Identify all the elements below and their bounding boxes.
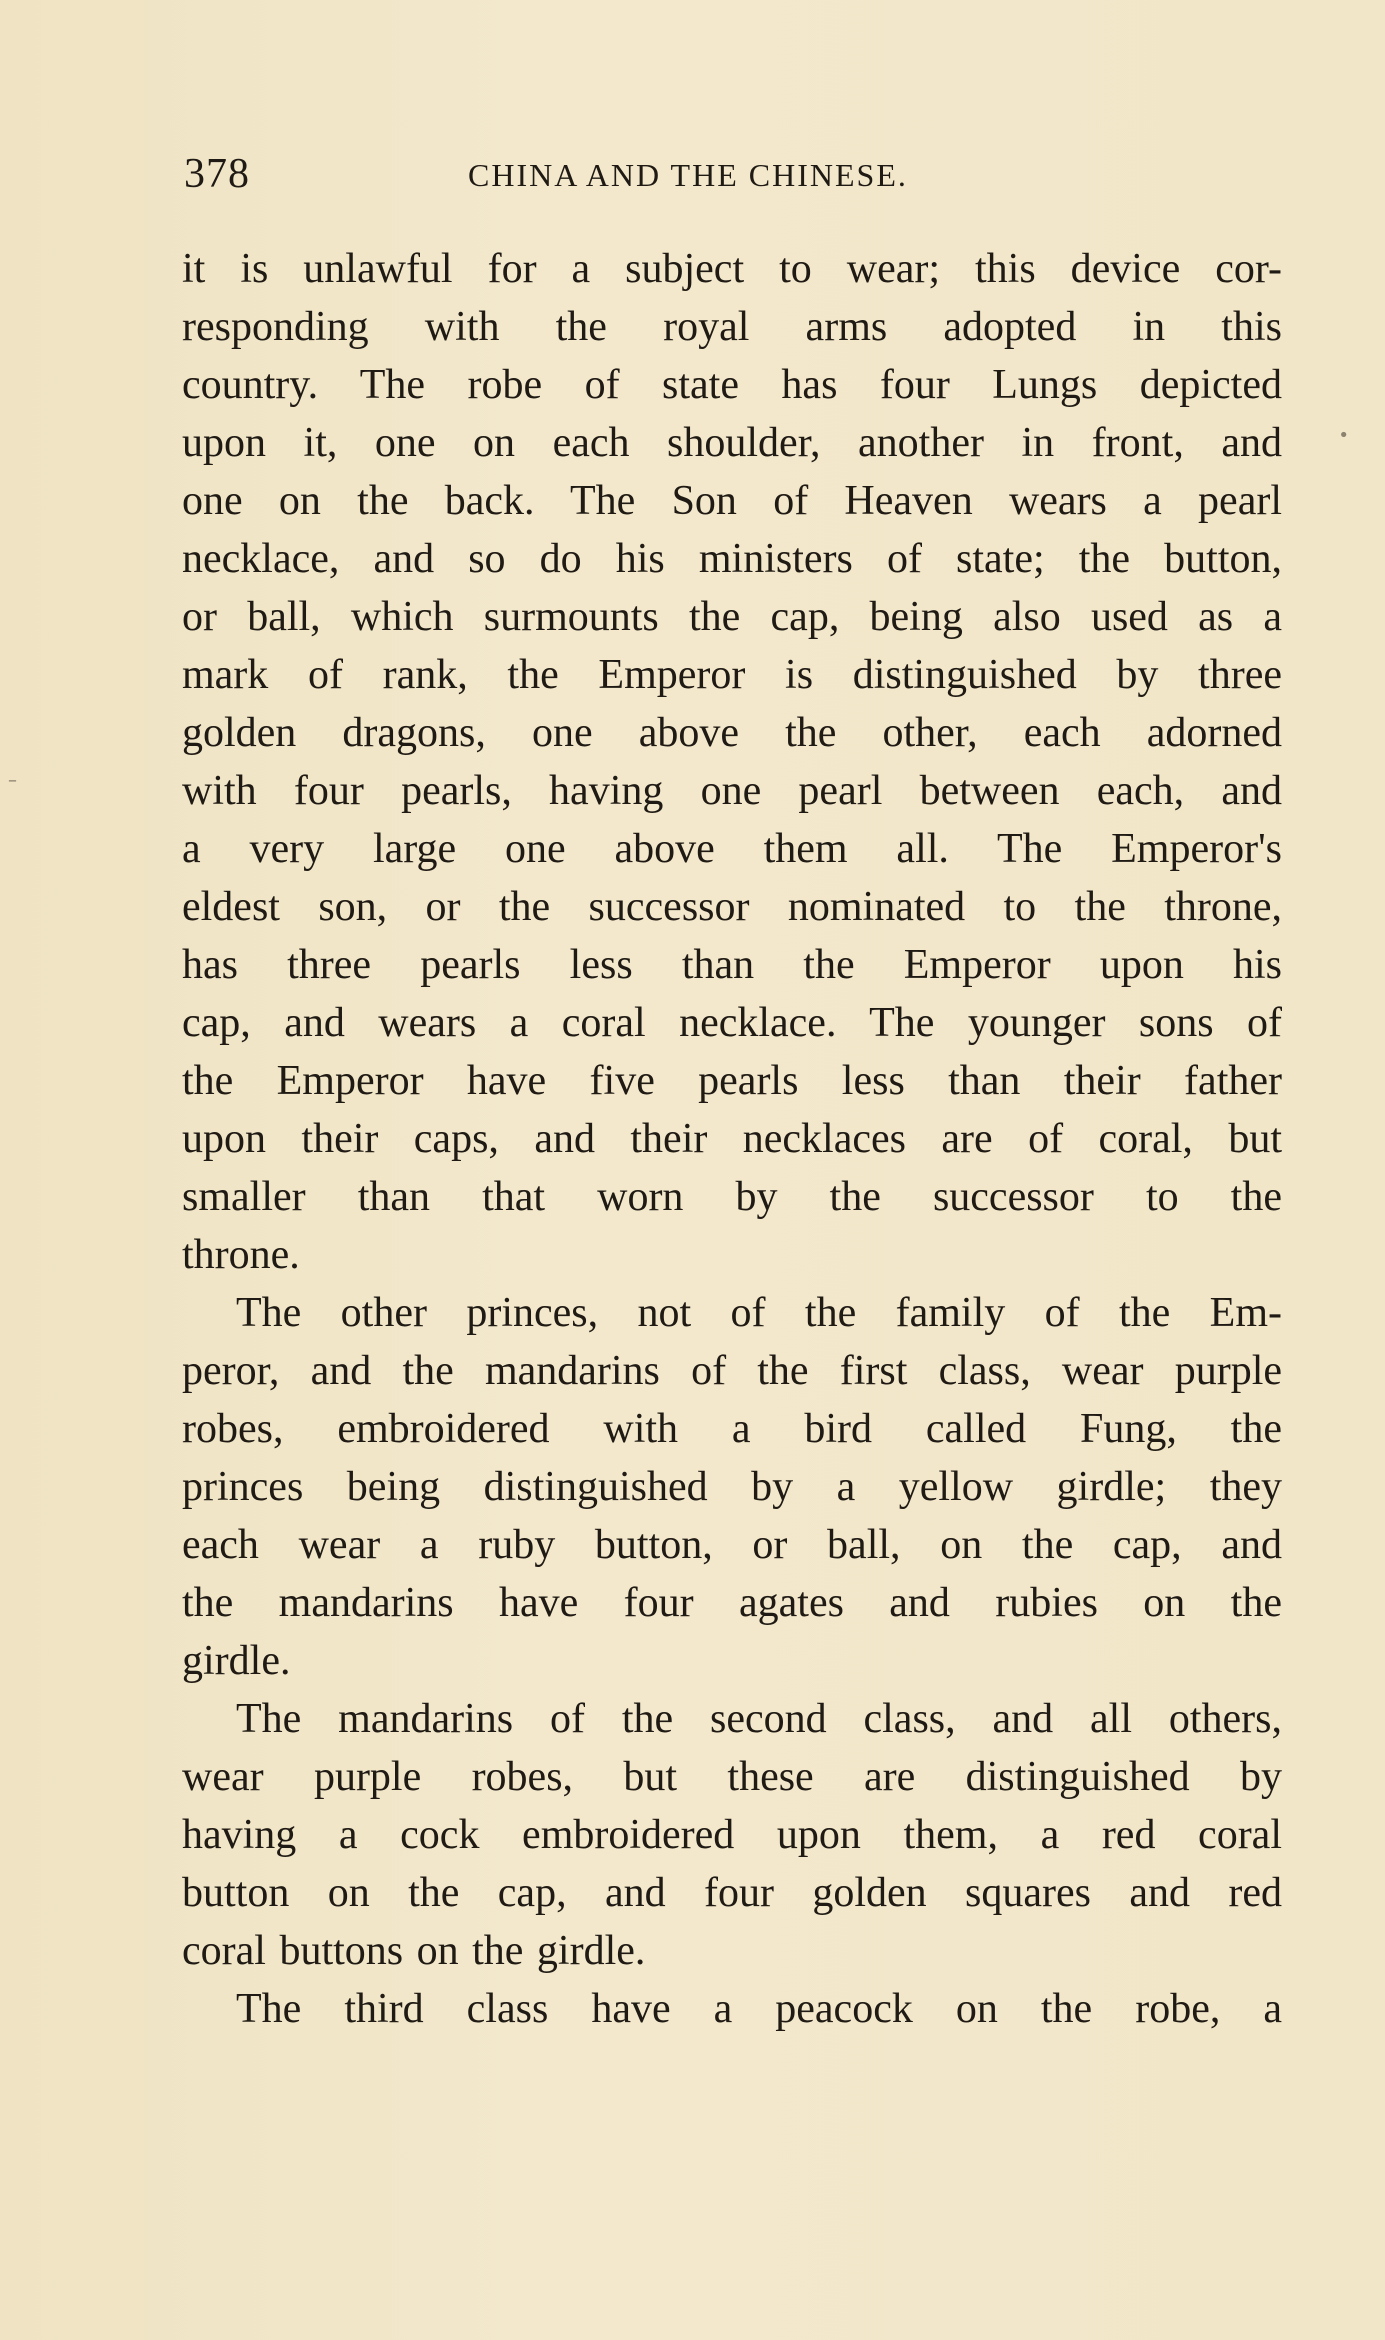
text-line: The other princes, not of the family of the Em- (236, 1290, 1282, 1336)
text-line: peror, and the mandarins of the first class, wear purple (182, 1348, 1282, 1394)
text-line: each wear a ruby button, or ball, on the cap, and (182, 1522, 1282, 1568)
text-line: mark of rank, the Emperor is distinguished by three (182, 652, 1282, 698)
page-number: 378 (184, 151, 250, 197)
margin-mark-right: • (1338, 425, 1349, 446)
text-line: princes being distinguished by a yellow girdle; they (182, 1464, 1282, 1510)
text-line: has three pearls less than the Emperor upon his (182, 942, 1282, 988)
text-line: it is unlawful for a subject to wear; this device cor- (182, 246, 1282, 292)
text-line: the Emperor have five pearls less than their father (182, 1058, 1282, 1104)
running-head: CHINA AND THE CHINESE. (468, 157, 908, 193)
text-line: eldest son, or the successor nominated to the throne, (182, 884, 1282, 930)
text-line: upon their caps, and their necklaces are of coral, but (182, 1116, 1282, 1162)
text-line: throne. (182, 1232, 300, 1278)
text-line: upon it, one on each shoulder, another in front, and (182, 420, 1282, 466)
text-line: necklace, and so do his ministers of state; the button, (182, 536, 1282, 582)
text-line: button on the cap, and four golden squares and red (182, 1870, 1282, 1916)
text-line: smaller than that worn by the successor to the (182, 1174, 1282, 1220)
text-line: or ball, which surmounts the cap, being also used as a (182, 594, 1282, 640)
body-text (182, 240, 1282, 2038)
text-line: golden dragons, one above the other, each adorned (182, 710, 1282, 756)
text-line: The third class have a peacock on the robe, a (236, 1986, 1282, 2032)
text-line: robes, embroidered with a bird called Fung, the (182, 1406, 1282, 1452)
text-line: one on the back. The Son of Heaven wears a pearl (182, 478, 1282, 524)
text-line: the mandarins have four agates and rubies on the (182, 1580, 1282, 1626)
text-line: having a cock embroidered upon them, a red coral (182, 1812, 1282, 1858)
page-header (184, 150, 1284, 210)
text-line: The mandarins of the second class, and all others, (236, 1696, 1282, 1742)
text-line: coral buttons on the girdle. (182, 1928, 646, 1974)
text-line: cap, and wears a coral necklace. The younger sons of (182, 1000, 1282, 1046)
margin-mark-left: – (8, 770, 17, 791)
text-line: girdle. (182, 1638, 291, 1684)
text-line: a very large one above them all. The Emperor's (182, 826, 1282, 872)
text-line: country. The robe of state has four Lungs depicted (182, 362, 1282, 408)
text-line: wear purple robes, but these are distinguished by (182, 1754, 1282, 1800)
text-line: responding with the royal arms adopted in this (182, 304, 1282, 350)
text-line: with four pearls, having one pearl between each, and (182, 768, 1282, 814)
